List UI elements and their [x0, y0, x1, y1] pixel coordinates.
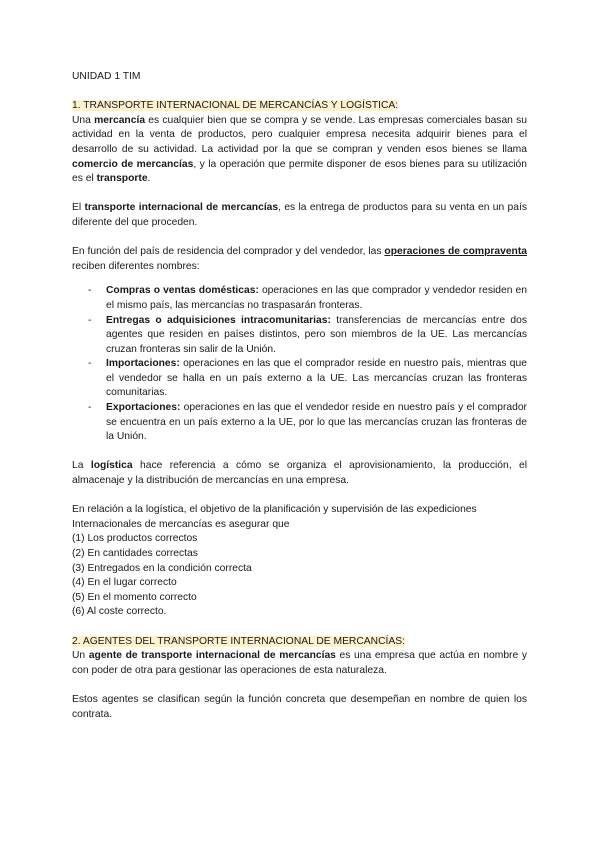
- objetivo-paragraph: En relación a la logística, el objetivo de la planificación y supervisión de las expediciones Internacionales de mercancías es asegurar que: [72, 504, 477, 530]
- transporte-paragraph: [72, 201, 527, 230]
- operation-desc: transferencias de mercancías entre dos agentes que residen en países distintos, pero son miembros de la UE. Las mercancías cruzan fronteras sin salir de la Unión.: [106, 314, 527, 355]
- list-item: [72, 284, 527, 313]
- objective-item: (1) Los productos correctos: [72, 533, 198, 545]
- objective-item: (4) En el lugar correcto: [72, 577, 177, 589]
- text-run: Una: [72, 114, 95, 126]
- term-transporte: transporte: [96, 173, 148, 185]
- term-agente-transporte: agente de transporte internacional de mercancías: [88, 650, 336, 662]
- document-title: UNIDAD 1 TIM: [72, 71, 141, 82]
- objective-item: (5) En el momento correcto: [72, 591, 197, 603]
- text-run: El: [72, 202, 85, 214]
- operation-desc: operaciones en las que el vendedor reside en nuestro país y el comprador se encuentra en un país externo a la UE, por lo que las mercancías cruzan las fronteras de la Unión.: [106, 402, 527, 443]
- bullet: -: [88, 314, 92, 326]
- objective-item: (3) Entregados en la condición correcta: [72, 562, 252, 574]
- objective-item: (6) Al coste correcto.: [72, 606, 167, 618]
- term-mercancia: mercancía: [94, 114, 146, 126]
- operations-list: [72, 284, 527, 445]
- term-logistica: logística: [90, 460, 133, 472]
- text-run: es una empresa que actúa en nombre y con poder de otra para gestionar las operaciones de esta naturaleza.: [72, 650, 527, 676]
- bullet: -: [88, 402, 92, 414]
- bullet: -: [88, 358, 92, 370]
- section-1-heading: 1. TRANSPORTE INTERNACIONAL DE MERCANCÍAS Y LOGÍSTICA:: [72, 100, 399, 112]
- clasificacion-paragraph: Estos agentes se clasifican según la función concreta que desempeñan en nombre de quien los contrata.: [72, 693, 527, 720]
- list-item: [72, 357, 527, 401]
- operation-term: Entregas o adquisiciones intracomunitarias:: [106, 314, 331, 326]
- text-run: Un: [72, 650, 89, 662]
- text-run: reciben diferentes nombres:: [72, 260, 200, 272]
- section-2-heading-line: [72, 635, 527, 650]
- agente-paragraph: [72, 649, 527, 678]
- text-run: La: [72, 460, 91, 472]
- document-body: [72, 70, 527, 722]
- text-run: es cualquier bien que se compra y se vende. Las empresas comerciales basan su actividad en la venta de productos, pero cualquier empresa necesita adquirir bienes para el desarrollo de su actividad. La actividad por la que se compran y venden esos bienes se llama: [72, 114, 527, 155]
- text-run: .: [147, 173, 151, 185]
- operation-term: Exportaciones:: [106, 402, 181, 414]
- text-run: hace referencia a cómo se organiza el aprovisionamiento, la producción, el almacenaje y la distribución de mercancías en una empresa.: [72, 460, 527, 487]
- operation-desc: operaciones en las que el comprador reside en nuestro país, mientras que el vendedor se halla en un país externo a la UE. Las mercancías cruzan las fronteras comunitarias.: [106, 358, 527, 399]
- section-2-heading: 2. AGENTES DEL TRANSPORTE INTERNACIONAL DE MERCANCÍAS:: [72, 635, 406, 647]
- term-operaciones-compraventa: operaciones de compraventa: [384, 246, 527, 258]
- operation-term: Importaciones:: [106, 358, 180, 370]
- operation-term: Compras o ventas domésticas:: [106, 285, 259, 297]
- text-run: En función del país de residencia del comprador y del vendedor, las: [72, 246, 385, 258]
- text-run: , es la entrega de productos para su venta en un país diferente del que proceden.: [72, 202, 528, 228]
- section-1-heading-line: [72, 99, 527, 114]
- objective-item: (2) En cantidades correctas: [72, 548, 198, 559]
- list-item: [72, 401, 527, 445]
- logistica-paragraph: [72, 459, 527, 488]
- compraventa-paragraph: [72, 245, 527, 274]
- list-item: [72, 314, 527, 358]
- term-transporte-internacional: transporte internacional de mercancías: [84, 202, 279, 214]
- bullet: -: [88, 285, 92, 297]
- operation-desc: operaciones en las que comprador y vendedor residen en el mismo país, las mercancías no traspasarán fronteras.: [106, 285, 528, 311]
- mercancia-paragraph: [72, 114, 527, 187]
- term-comercio: comercio de mercancías: [72, 158, 194, 170]
- text-run: , y la operación que permite disponer de esos bienes para su utilización es el: [72, 158, 527, 185]
